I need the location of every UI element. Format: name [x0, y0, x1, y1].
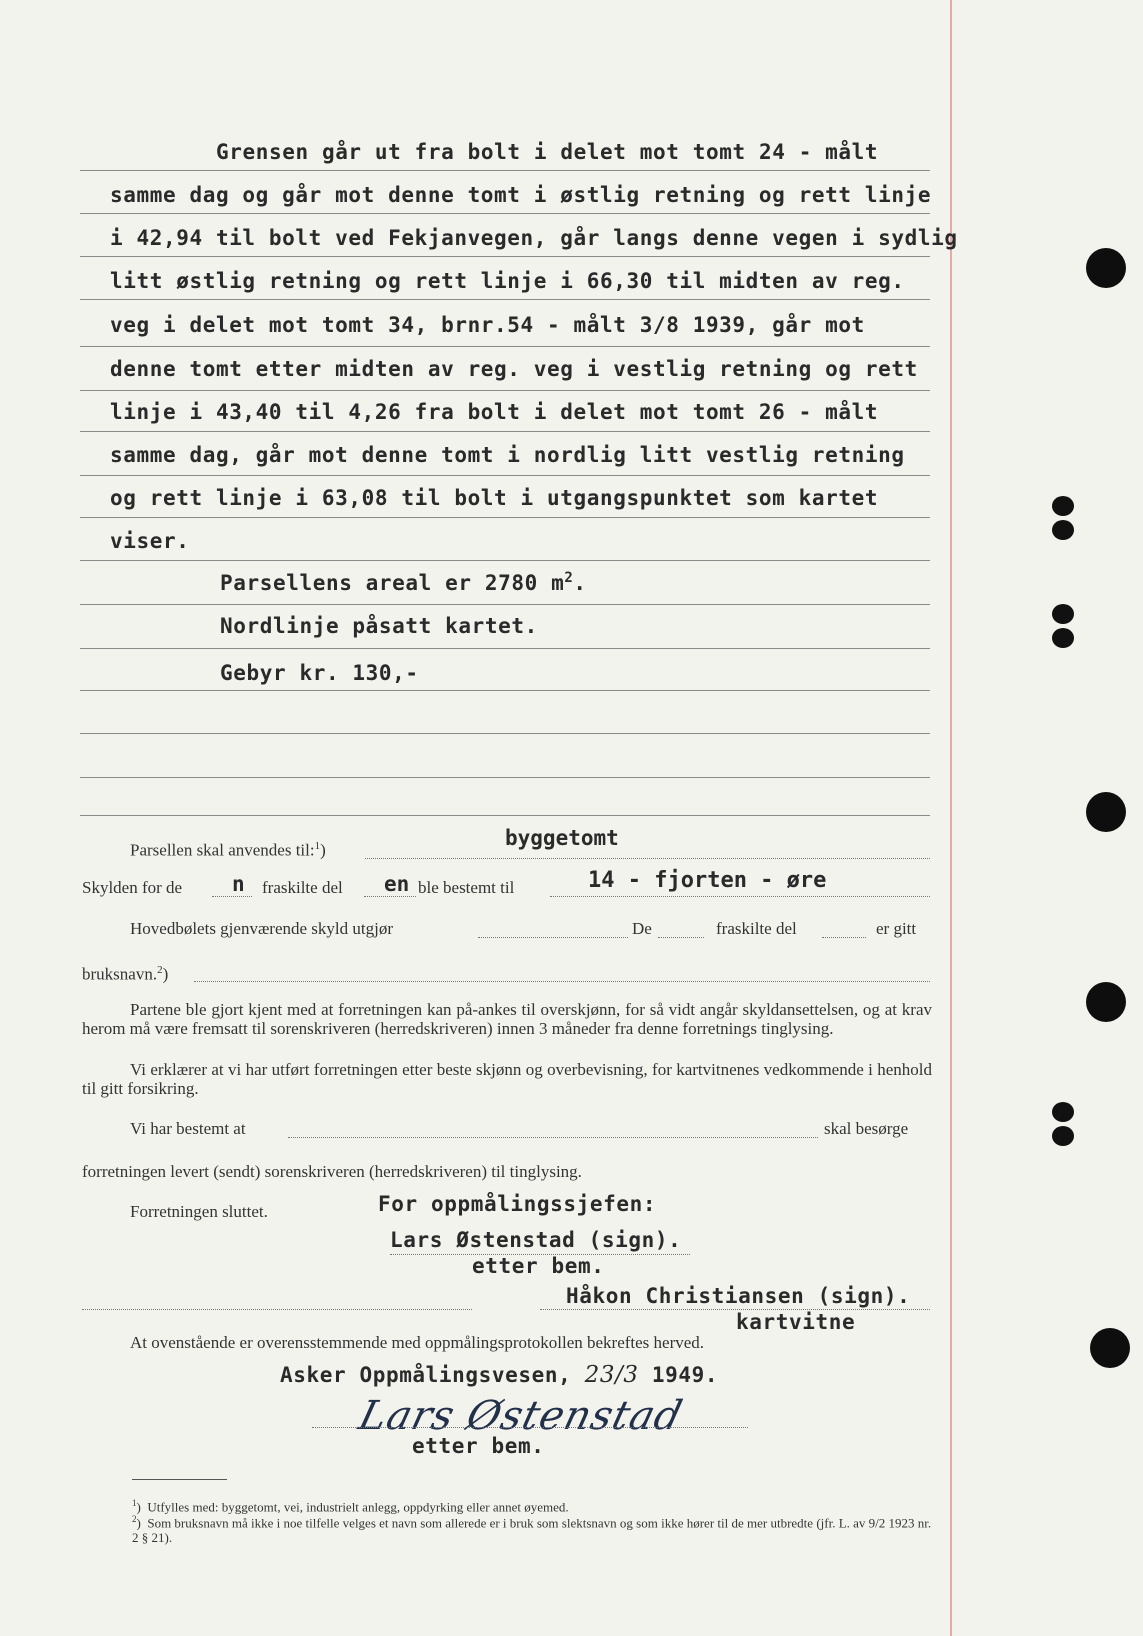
body-line: viser.	[110, 529, 190, 553]
binder-clip	[1046, 496, 1080, 546]
office-year: 1949.	[651, 1363, 719, 1387]
skylden-fill2: en	[384, 872, 410, 896]
binder-clip	[1046, 604, 1080, 654]
ruled-line	[80, 256, 930, 257]
footnote-mark: 1	[132, 1498, 137, 1508]
ruled-line	[80, 560, 930, 561]
ruled-line	[80, 475, 930, 476]
footnote-text: Utfylles med: byggetomt, vei, industrielt anlegg, oppdyrking eller annet øyemed.	[147, 1499, 569, 1515]
dotted-fill-line	[312, 1427, 748, 1428]
dotted-fill-line	[365, 858, 930, 859]
dotted-fill-line	[540, 1309, 930, 1310]
body-line: litt østlig retning og rett linje i 66,30 til midten av reg.	[110, 269, 905, 293]
body-line: linje i 43,40 til 4,26 fra bolt i delet mot tomt 26 - målt	[110, 400, 879, 424]
areal-end: .	[573, 571, 587, 595]
body-line: denne tomt etter midten av reg. veg i vestlig retning og rett	[110, 357, 918, 381]
skylden-part3: ble bestemt til	[418, 878, 515, 897]
hovedbol-part2: De	[632, 919, 652, 938]
declaration-paragraph: Vi erklærer at vi har utført forretningen etter beste skjønn og overbevisning, for kartvitnenes vedkommende i henhold til gitt forsikring.	[82, 1060, 932, 1098]
office-name: Asker Oppmålingsvesen,	[280, 1363, 572, 1387]
skylden-fill1: n	[232, 872, 245, 896]
ruled-line	[80, 733, 930, 734]
ruled-line	[80, 815, 930, 816]
bestemt-part1: Vi har bestemt at	[130, 1119, 246, 1138]
ruled-line	[80, 777, 930, 778]
ruled-line	[80, 517, 930, 518]
dotted-fill-line	[194, 981, 930, 982]
body-line: og rett linje i 63,08 til bolt i utgangspunktet som kartet	[110, 486, 879, 510]
dotted-fill-line	[658, 937, 704, 938]
footnote-text: Som bruksnavn må ikke i noe tilfelle velges et navn som allerede er i bruk som slektsnavn og som ikke hører til de mer utbredte (jfr. L. av 9/2 1923 nr. 2 § 21).	[132, 1515, 932, 1546]
skylden-part2: fraskilte del	[262, 878, 343, 897]
binder-hole	[1086, 792, 1126, 832]
skylden-part1: Skylden for de	[82, 878, 183, 897]
binder-hole	[1086, 982, 1126, 1022]
dotted-fill-line	[550, 896, 930, 897]
ruled-line	[80, 299, 930, 300]
body-line: Grensen går ut fra bolt i delet mot tomt 24 - målt	[216, 140, 879, 164]
binder-clip	[1046, 1102, 1080, 1152]
body-line: samme dag, går mot denne tomt i nordlig litt vestlig retning	[110, 443, 905, 467]
ruled-line	[80, 170, 930, 171]
footnote-1: $^1$) Utfylles med: byggetomt, vei, industrielt anlegg, oppdyrking eller annet øyemed.	[132, 1498, 569, 1515]
binder-hole	[1086, 248, 1126, 288]
anvendes-label: Parsellen skal anvendes til:$^1$)	[130, 840, 326, 860]
bruksnavn-label: bruksnavn.$^2$)	[82, 964, 169, 984]
footnote-divider	[132, 1479, 227, 1480]
footnote-ref: 1	[314, 840, 321, 852]
office-date: 23/3	[584, 1362, 639, 1388]
footnote-ref: 2	[157, 964, 163, 976]
anvendes-value: byggetomt	[505, 826, 619, 850]
hovedbol-part4: er gitt	[876, 919, 917, 938]
bruksnavn-text: bruksnavn.	[82, 964, 158, 984]
signature-name-1: Lars Østenstad (sign).	[390, 1228, 682, 1252]
body-line: veg i delet mot tomt 34, brnr.54 - målt 3/8 1939, går mot	[110, 313, 865, 337]
office-line	[280, 1362, 718, 1388]
nordlinje-line: Nordlinje påsatt kartet.	[220, 614, 538, 638]
footnote-2: $^2$) Som bruksnavn må ikke i noe tilfelle velges et navn som allerede er i bruk som slektsnavn og som ikke hører til de mer utbredte (jfr. L. av 9/2 1923 nr. 2 § 21).	[132, 1514, 932, 1546]
appeal-paragraph: Partene ble gjort kjent med at forretningen kan på-ankes til overskjønn, for så vidt angår skyldansettelsen, og at krav herom må være fremsatt til sorenskriveren (herredskriveren) innen 3 måneder fra denne forretnings tinglysing.	[82, 1000, 932, 1038]
ruled-line	[80, 690, 930, 691]
body-line: i 42,94 til bolt ved Fekjanvegen, går langs denne vegen i sydlig	[110, 226, 958, 250]
body-line: samme dag og går mot denne tomt i østlig retning og rett linje	[110, 183, 932, 207]
signature-etter-1: etter bem.	[472, 1254, 605, 1278]
dotted-fill-line	[478, 937, 628, 938]
hovedbol-part3: fraskilte del	[716, 919, 797, 938]
ruled-line	[80, 648, 930, 649]
ruled-line	[80, 431, 930, 432]
ruled-line	[80, 213, 930, 214]
levert-line: forretningen levert (sendt) sorenskriveren (herredskriveren) til tinglysing.	[82, 1162, 582, 1181]
sluttet-line: Forretningen sluttet.	[130, 1202, 268, 1221]
dotted-fill-line	[822, 937, 866, 938]
gebyr-line: Gebyr kr. 130,-	[220, 661, 419, 685]
ruled-line	[80, 604, 930, 605]
areal-text: Parsellens areal er 2780 m	[220, 571, 565, 595]
for-oppmalingssjefen: For oppmålingssjefen:	[378, 1192, 657, 1216]
dotted-fill-line	[212, 896, 252, 897]
areal-sup: 2	[564, 570, 574, 586]
certification-line: At ovenstående er overensstemmende med oppmålingsprotokollen bekreftes herved.	[130, 1333, 705, 1352]
dotted-fill-line	[288, 1137, 818, 1138]
signature-name-2: Håkon Christiansen (sign).	[566, 1284, 911, 1308]
areal-line	[220, 570, 587, 595]
hovedbol-part1: Hovedbølets gjenværende skyld utgjør	[130, 919, 393, 938]
footnote-mark: 2	[132, 1514, 137, 1524]
dotted-fill-line	[364, 896, 416, 897]
handwritten-signature: Lars Østenstad	[354, 1393, 688, 1439]
ruled-line	[80, 390, 930, 391]
ruled-line	[80, 346, 930, 347]
anvendes-label-text: Parsellen skal anvendes til:	[130, 840, 315, 860]
signature-etter-2: etter bem.	[412, 1434, 545, 1458]
signature-role-2: kartvitne	[736, 1310, 856, 1334]
binder-hole	[1090, 1328, 1130, 1368]
dotted-fill-line	[82, 1309, 472, 1310]
bestemt-part2: skal besørge	[824, 1119, 909, 1138]
skylden-value: 14 - fjorten - øre	[588, 868, 827, 893]
